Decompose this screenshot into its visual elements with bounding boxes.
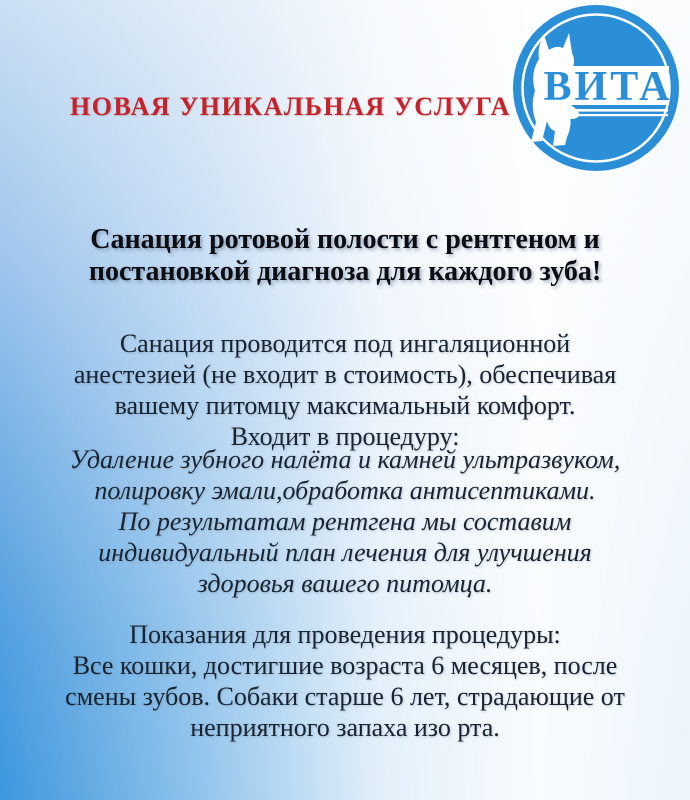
procedure-paragraph bbox=[15, 444, 675, 599]
intro-line: Санация проводится под ингаляционной bbox=[119, 329, 571, 358]
intro-line: вашему питомцу максимальный комфорт. bbox=[114, 391, 576, 420]
headline-line: Санация ротовой полости с рентгеном и bbox=[90, 224, 600, 255]
procedure-line: По результатам рентгена мы составим bbox=[118, 507, 572, 536]
poster-ribbon-title: НОВАЯ УНИКАЛЬНАЯ УСЛУГА bbox=[70, 92, 511, 121]
indications-line: смены зубов. Собаки старше 6 лет, страдающие от bbox=[65, 682, 625, 711]
indications-line: неприятного запаха изо рта. bbox=[190, 713, 500, 742]
procedure-line: индивидуальный план лечения для улучшения bbox=[98, 538, 592, 567]
procedure-line: здоровья вашего питомца. bbox=[197, 569, 493, 598]
intro-paragraph bbox=[15, 328, 675, 452]
procedure-line: Удаление зубного налёта и камней ультразвуком, bbox=[69, 445, 621, 474]
service-headline bbox=[15, 224, 675, 288]
headline-line: постановкой диагноза для каждого зуба! bbox=[88, 256, 602, 287]
indications-line: Все кошки, достигшие возраста 6 месяцев, после bbox=[72, 651, 618, 680]
procedure-line: полировку эмали,обработка антисептиками. bbox=[94, 476, 596, 505]
poster-body bbox=[15, 224, 675, 743]
intro-line: анестезией (не входит в стоимость), обеспечивая bbox=[73, 360, 617, 389]
indications-paragraph bbox=[15, 619, 675, 743]
vita-logo-graphic bbox=[511, 3, 681, 173]
logo-text: ВИТА bbox=[543, 64, 673, 110]
indications-line: Показания для проведения процедуры: bbox=[129, 620, 561, 649]
vita-clinic-logo bbox=[511, 3, 681, 173]
intro-line: Входит в процедуру: bbox=[230, 422, 460, 451]
